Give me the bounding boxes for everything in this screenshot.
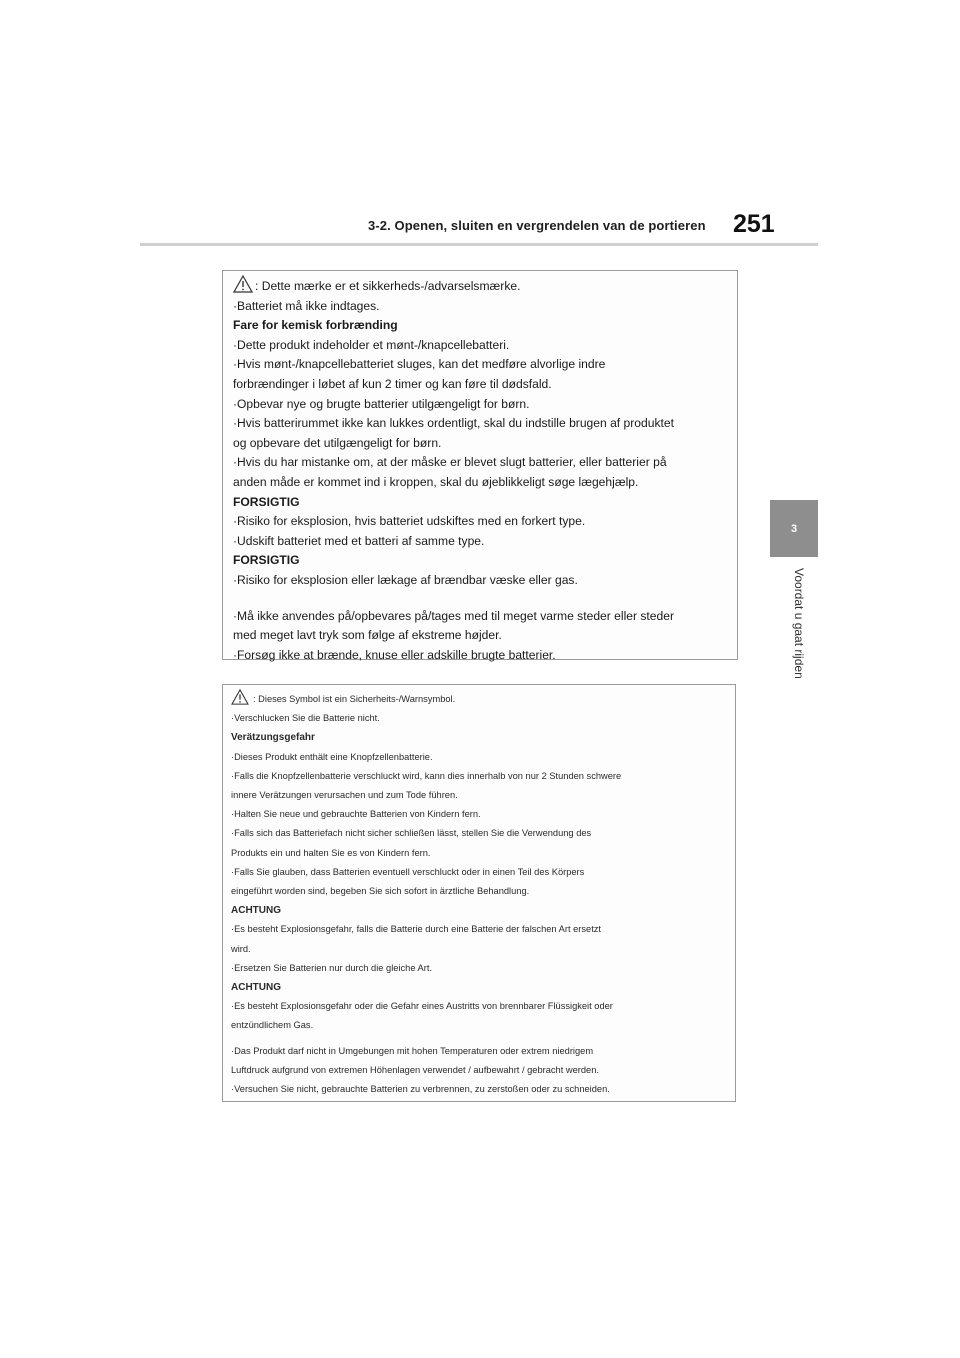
- line-text: ·Falls Sie glauben, dass Batterien eventuell verschluckt oder in einen Teil des Körpers: [231, 866, 585, 877]
- warning-heading: [231, 728, 727, 747]
- line-text: ·Dieses Produkt enthält eine Knopfzellenbatterie.: [231, 751, 433, 762]
- line-text: FORSIGTIG: [233, 494, 300, 509]
- warning-heading: [231, 901, 727, 920]
- label-line: [233, 627, 727, 644]
- line-text: ·Versuchen Sie nicht, gebrauchte Batterien zu verbrennen, zu zerstoßen oder zu schneiden.: [231, 1084, 610, 1095]
- line-text: ·Må ikke anvendes på/opbevares på/tages med til meget varme steder eller steder: [233, 608, 674, 623]
- label-line: [233, 415, 727, 432]
- line-text: ·Halten Sie neue und gebrauchte Batterien von Kindern fern.: [231, 809, 481, 820]
- label-line: [231, 997, 727, 1016]
- label-line: [231, 959, 727, 978]
- label-line: [233, 337, 727, 354]
- label-line: [231, 1080, 727, 1099]
- label-line: [231, 767, 727, 786]
- line-text: Produkts ein und halten Sie es von Kindern fern.: [231, 847, 431, 858]
- line-text: ·Udskift batteriet med et batteri af samme type.: [233, 533, 485, 548]
- line-text: ACHTUNG: [231, 982, 281, 994]
- chapter-number: 3: [790, 522, 798, 535]
- line-text: eingeführt worden sind, begeben Sie sich sofort in ärztliche Behandlung.: [231, 886, 530, 897]
- german-warning-label: [222, 684, 736, 1102]
- label-line: [233, 647, 727, 664]
- line-text: anden måde er kommet ind i kroppen, skal du øjeblikkeligt søge lægehjælp.: [233, 474, 639, 489]
- line-text: forbrændinger i løbet af kun 2 timer og kan føre til dødsfald.: [233, 376, 552, 391]
- label-line: [233, 396, 727, 413]
- section-title: 3-2. Openen, sluiten en vergrendelen van de portieren: [368, 218, 706, 233]
- label-line: [231, 786, 727, 805]
- line-text: Luftdruck aufgrund von extremen Höhenlagen verwendet / aufbewahrt / gebracht werden.: [231, 1064, 599, 1075]
- warning-heading: [233, 552, 727, 569]
- line-text: ·Hvis du har mistanke om, at der måske er blevet slugt batterier, eller batterier på: [233, 455, 667, 470]
- danish-label-text: [233, 275, 727, 664]
- line-text: : Dieses Symbol ist ein Sicherheits-/Warnsymbol.: [253, 694, 456, 704]
- warning-heading: [231, 978, 727, 997]
- label-line: [233, 608, 727, 625]
- label-line: [233, 275, 727, 295]
- line-text: ·Dette produkt indeholder et mønt-/knapcellebatteri.: [233, 337, 510, 352]
- label-line: [233, 513, 727, 530]
- label-line: [233, 572, 727, 589]
- line-text: ACHTUNG: [231, 905, 281, 917]
- label-line: [231, 1061, 727, 1080]
- line-text: ·Das Produkt darf nicht in Umgebungen mit hohen Temperaturen oder extrem niedrigem: [231, 1045, 594, 1056]
- label-line: [231, 844, 727, 863]
- line-text: : Dette mærke er et sikkerheds-/advarselsmærke.: [255, 279, 521, 293]
- label-line: [231, 805, 727, 824]
- warning-heading: [233, 494, 727, 511]
- line-text: ·Risiko for eksplosion eller lækage af brændbar væske eller gas.: [233, 572, 578, 587]
- line-text: ·Falls sich das Batteriefach nicht sicher schließen lässt, stellen Sie die Verwendung des: [231, 828, 592, 839]
- line-text: Verätzungsgefahr: [231, 732, 315, 744]
- label-line: [233, 474, 727, 491]
- label-line: [231, 882, 727, 901]
- german-label-text: [231, 689, 727, 1099]
- label-line: [231, 1042, 727, 1061]
- label-line: [233, 376, 727, 393]
- chapter-title: Voordat u gaat rijden: [792, 568, 806, 679]
- chapter-tab: [770, 500, 818, 557]
- line-text: entzündlichem Gas.: [231, 1020, 314, 1031]
- label-line: [231, 709, 727, 728]
- label-line: [231, 824, 727, 843]
- label-line: [233, 533, 727, 550]
- header-divider: [140, 243, 818, 246]
- line-text: innere Verätzungen verursachen und zum Tode führen.: [231, 790, 458, 801]
- line-text: Fare for kemisk forbrænding: [233, 318, 398, 333]
- label-line: [231, 689, 727, 709]
- line-text: ·Falls die Knopfzellenbatterie verschluckt wird, kann dies innerhalb von nur 2 Stunden schwere: [231, 770, 622, 781]
- warning-triangle-icon: [233, 275, 253, 293]
- danish-warning-label: [222, 270, 738, 660]
- label-line: [231, 863, 727, 882]
- warning-heading: [233, 317, 727, 334]
- label-line: [231, 920, 727, 939]
- line-text: wird.: [231, 943, 251, 954]
- line-text: ·Es besteht Explosionsgefahr oder die Gefahr eines Austritts von brennbarer Flüssigkeit oder: [231, 1001, 613, 1012]
- label-line: [233, 356, 727, 373]
- warning-triangle-icon: [231, 689, 251, 705]
- line-text: ·Opbevar nye og brugte batterier utilgængeligt for børn.: [233, 396, 530, 411]
- label-line: [231, 1016, 727, 1035]
- line-text: ·Es besteht Explosionsgefahr, falls die Batterie durch eine Batterie der falschen Art ersetzt: [231, 924, 602, 935]
- line-text: ·Batteriet må ikke indtages.: [233, 298, 380, 313]
- page-number: 251: [733, 210, 775, 238]
- spacer: [233, 592, 727, 608]
- line-text: ·Verschlucken Sie die Batterie nicht.: [231, 713, 380, 724]
- line-text: FORSIGTIG: [233, 553, 300, 568]
- line-text: ·Forsøg ikke at brænde, knuse eller adskille brugte batterier.: [233, 647, 556, 662]
- label-line: [233, 454, 727, 471]
- line-text: ·Hvis batterirummet ikke kan lukkes ordentligt, skal du indstille brugen af produktet: [233, 416, 674, 431]
- line-text: ·Hvis mønt-/knapcellebatteriet sluges, kan det medføre alvorlige indre: [233, 357, 606, 372]
- line-text: ·Ersetzen Sie Batterien nur durch die gleiche Art.: [231, 962, 433, 973]
- label-line: [233, 435, 727, 452]
- line-text: med meget lavt tryk som følge af ekstreme højder.: [233, 628, 502, 643]
- label-line: [231, 940, 727, 959]
- label-line: [233, 298, 727, 315]
- label-line: [231, 748, 727, 767]
- line-text: og opbevare det utilgængeligt for børn.: [233, 435, 442, 450]
- line-text: ·Risiko for eksplosion, hvis batteriet udskiftes med en forkert type.: [233, 514, 586, 529]
